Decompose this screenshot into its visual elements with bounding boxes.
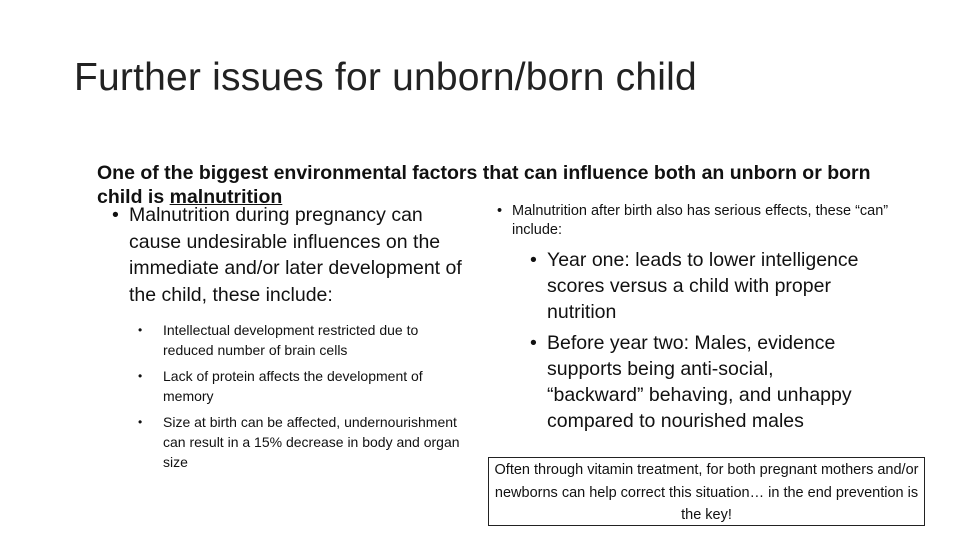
slide-title: Further issues for unborn/born child bbox=[74, 56, 697, 99]
right-column-heading bbox=[497, 202, 897, 240]
list-item: • Size at birth can be affected, undernourishment can result in a 15% decrease in body and organ size bbox=[138, 412, 463, 472]
right-list bbox=[530, 247, 875, 439]
list-item: • Intellectual development restricted due to reduced number of brain cells bbox=[138, 320, 463, 360]
list-item: • Lack of protein affects the development of memory bbox=[138, 366, 463, 406]
list-item: • Year one: leads to lower intelligence scores versus a child with proper nutrition bbox=[530, 247, 875, 325]
left-column bbox=[112, 202, 472, 478]
right-main-bullet: • Malnutrition after birth also has serious effects, these “can” include: bbox=[497, 202, 897, 240]
left-main-bullet: • Malnutrition during pregnancy can cause undesirable influences on the immediate and/or later development of the child, these include: bbox=[112, 202, 472, 308]
list-item: • Before year two: Males, evidence supports being anti-social, “backward” behaving, and unhappy compared to nourished males bbox=[530, 330, 875, 434]
intro-text: One of the biggest environmental factors that can influence both an unborn or born child is bbox=[97, 162, 871, 208]
intro-keyword: malnutrition bbox=[169, 186, 283, 208]
left-sub-list bbox=[138, 320, 472, 472]
callout-box: Often through vitamin treatment, for both pregnant mothers and/or newborns can help correct this situation… in the end prevention is the key! bbox=[488, 457, 925, 526]
